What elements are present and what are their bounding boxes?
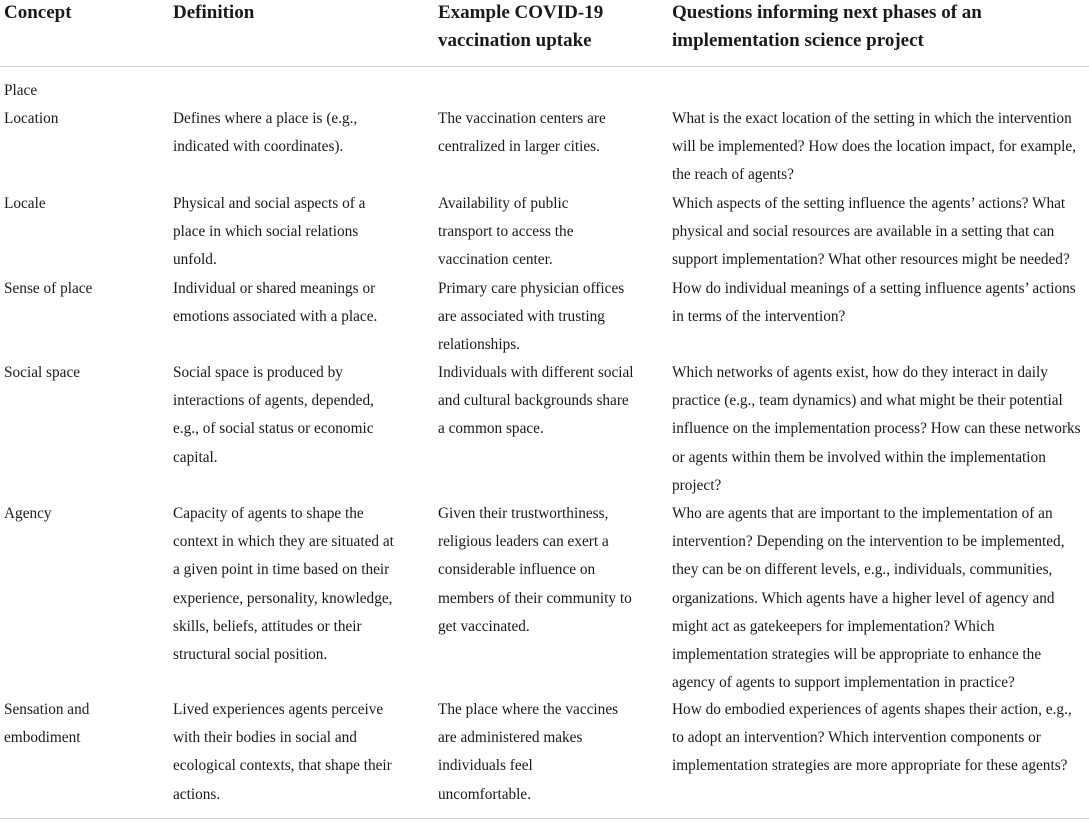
row-concept: Locale — [4, 195, 46, 212]
section-label-place: Place — [4, 82, 38, 99]
row-concept: Social space — [4, 364, 81, 381]
header-questions: Questions informing next phases of an implementation science project — [672, 2, 982, 51]
row-example: The vaccination centers are centralized in larger cities. — [438, 110, 606, 156]
row-example: Primary care physician offices are associated with trusting relationships. — [438, 280, 625, 354]
row-definition: Social space is produced by interactions of agents, depended, e.g., of social status or economic capital. — [173, 364, 374, 466]
row-concept: Sensation and embodiment — [4, 701, 90, 747]
row-questions: Which networks of agents exist, how do they interact in daily practice (e.g., team dynamics) and what might be their potential influence on the implementation process? How can these networks or agents within them be involved within the implementation project? — [672, 364, 1081, 494]
row-definition: Capacity of agents to shape the context in which they are situated at a given point in time based on their experience, personality, knowledge, skills, beliefs, attitudes or their structural social position. — [173, 505, 394, 664]
header-definition: Definition — [173, 2, 255, 23]
row-example: Availability of public transport to access the vaccination center. — [438, 195, 574, 269]
row-concept: Agency — [4, 505, 52, 522]
row-definition: Lived experiences agents perceive with their bodies in social and ecological contexts, that shape their actions. — [173, 701, 392, 803]
row-concept: Sense of place — [4, 280, 93, 297]
header-example: Example COVID-19 vaccination uptake — [438, 2, 604, 51]
row-example: Given their trustworthiness, religious leaders can exert a considerable influence on members of their community to get vaccinated. — [438, 505, 632, 635]
row-questions: Who are agents that are important to the implementation of an intervention? Depending on the intervention to be implemented, they can be on different levels, e.g., individuals, communities, organizations. Which agents have a higher level of agency and might act as gatekeepers for implementation? Which implementation strategies will be appropriate to enhance the agency of agents to support implementation in practice? — [672, 505, 1065, 692]
row-questions: How do individual meanings of a setting influence agents’ actions in terms of the intervention? — [672, 280, 1076, 326]
row-definition: Individual or shared meanings or emotions associated with a place. — [173, 280, 378, 326]
row-questions: How do embodied experiences of agents shapes their action, e.g., to adopt an intervention? Which intervention components or implementation strategies are more appropriate for these agents? — [672, 701, 1072, 775]
row-concept: Location — [4, 110, 59, 127]
row-example: The place where the vaccines are administered makes individuals feel uncomfortable. — [438, 701, 619, 803]
table-bottom-rule — [0, 818, 1089, 819]
row-definition: Defines where a place is (e.g., indicated with coordinates). — [173, 110, 358, 156]
header-concept: Concept — [4, 2, 72, 23]
table-header — [0, 0, 1089, 67]
row-example: Individuals with different social and cultural backgrounds share a common space. — [438, 364, 634, 438]
row-definition: Physical and social aspects of a place in which social relations unfold. — [173, 195, 366, 269]
row-questions: What is the exact location of the setting in which the intervention will be implemented? How does the location impact, for example, the reach of agents? — [672, 110, 1076, 184]
row-questions: Which aspects of the setting influence the agents’ actions? What physical and social resources are available in a setting that can support implementation? What other resources might be needed? — [672, 195, 1070, 269]
